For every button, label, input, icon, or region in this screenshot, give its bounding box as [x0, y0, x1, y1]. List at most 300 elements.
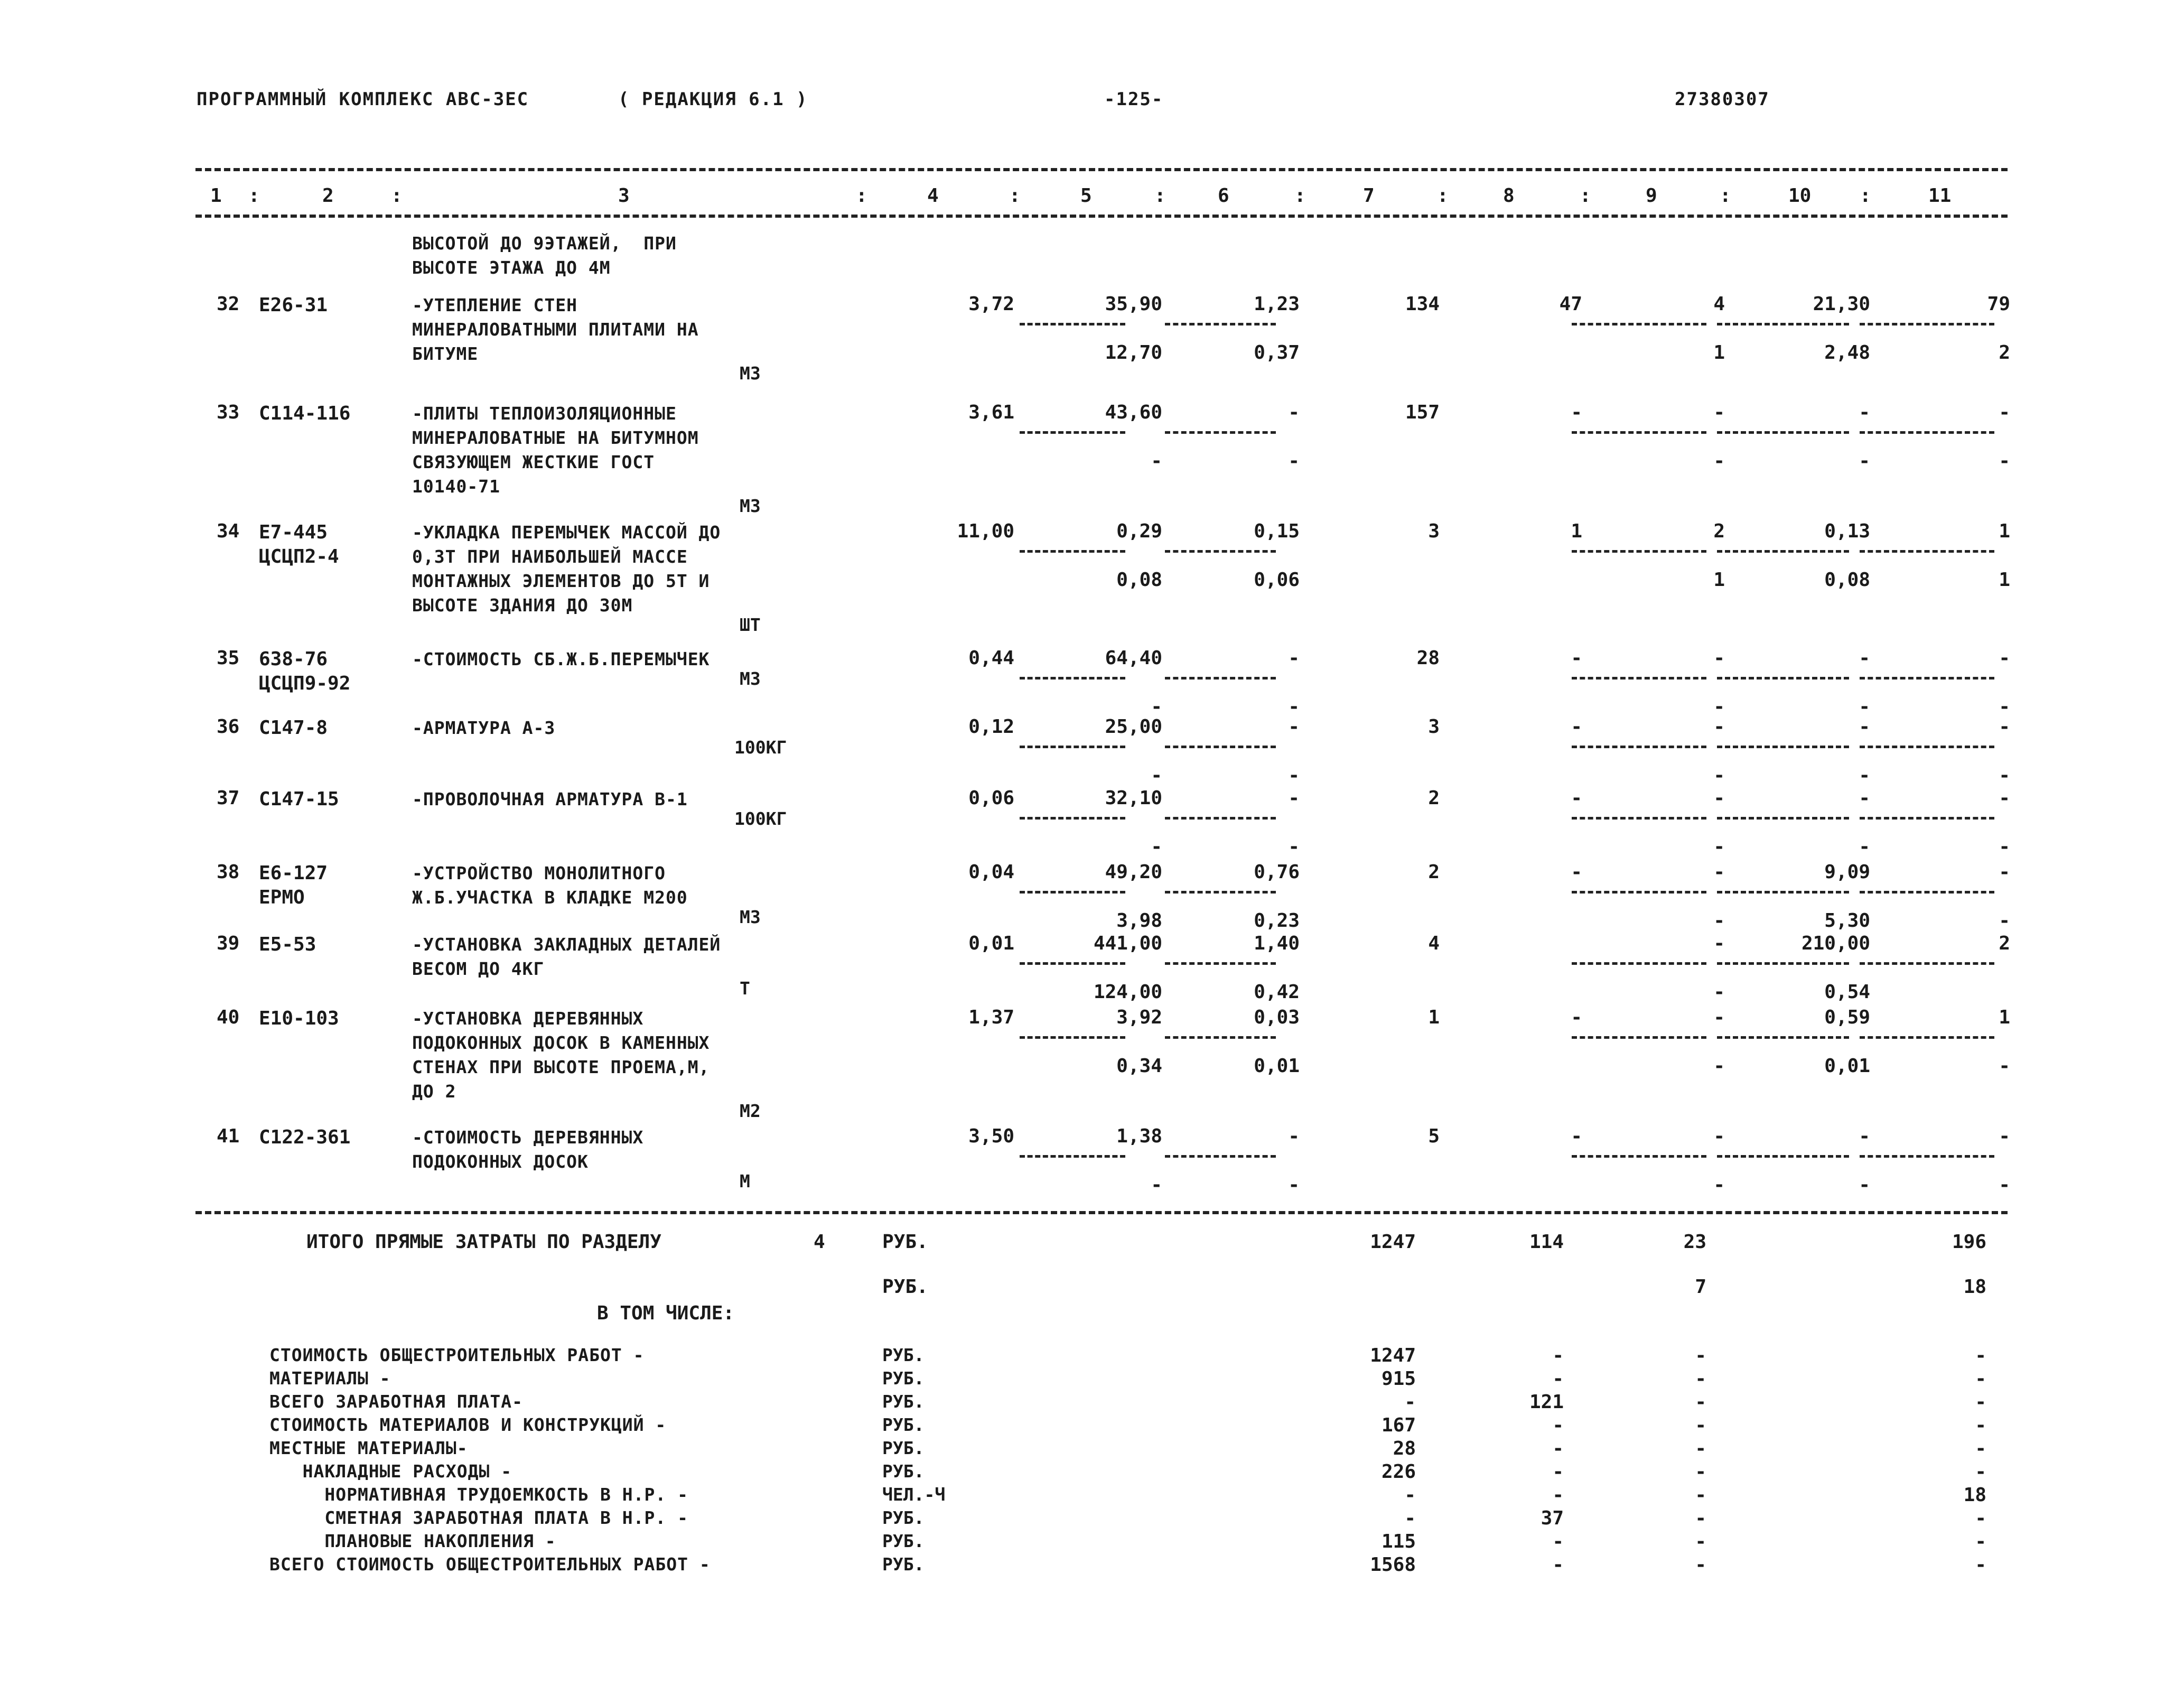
cell-divider — [1860, 817, 1994, 820]
cell-divider — [1165, 550, 1276, 553]
summary-label: НОРМАТИВНАЯ ТРУДОЕМКОСТЬ В Н.Р. - — [269, 1484, 688, 1505]
cell-c8: 1 — [1571, 520, 1582, 542]
cell-c5b: 0,34 — [1116, 1055, 1162, 1077]
summary-c7: 28 — [1393, 1438, 1416, 1459]
cell-c7: 28 — [1416, 647, 1440, 669]
cell-c6: - — [1288, 1125, 1300, 1147]
cell-c6b: 0,06 — [1254, 569, 1300, 591]
cell-divider — [1165, 1036, 1276, 1039]
cell-c9: - — [1713, 1007, 1725, 1028]
cell-c4: 3,61 — [968, 402, 1014, 423]
cell-c7: 2 — [1428, 861, 1440, 883]
item-code: Е7-445 ЦСЦП2-4 — [259, 522, 339, 567]
cell-c5b: - — [1151, 450, 1162, 472]
cell-c5: 3,92 — [1116, 1007, 1162, 1028]
cell-c9: 2 — [1713, 520, 1725, 542]
cell-divider — [1572, 323, 1706, 325]
totals-c7: 1247 — [1370, 1231, 1416, 1253]
summary-c11: - — [1975, 1531, 1986, 1552]
summary-c11: - — [1975, 1414, 1986, 1436]
summary-c7: - — [1404, 1391, 1416, 1413]
item-code: Е5-53 — [259, 934, 316, 955]
item-code: С147-8 — [259, 717, 328, 739]
summary-c9: - — [1695, 1414, 1706, 1436]
cell-c6: 1,23 — [1254, 293, 1300, 315]
summary-c8: - — [1552, 1414, 1564, 1436]
cell-c4: 0,06 — [968, 787, 1014, 809]
item-code: Е26-31 — [259, 294, 328, 316]
program-title: ПРОГРАММНЫЙ КОМПЛЕКС АВС-ЗЕС — [197, 89, 529, 110]
cell-c9b: - — [1713, 836, 1725, 858]
cell-divider — [1572, 677, 1706, 679]
cell-c9: - — [1713, 787, 1725, 809]
cell-divider — [1572, 431, 1706, 434]
cell-c10: - — [1859, 402, 1870, 423]
summary-c11: - — [1975, 1391, 1986, 1413]
item-description: -УСТРОЙСТВО МОНОЛИТНОГО Ж.Б.УЧАСТКА В КЛАДКЕ М200 — [412, 863, 688, 908]
summary-c11: 18 — [1963, 1484, 1986, 1506]
cell-divider — [1165, 1155, 1276, 1158]
summary-c8: 37 — [1541, 1507, 1564, 1529]
cell-c9: - — [1713, 1125, 1725, 1147]
col-sep: : — [856, 185, 867, 207]
cell-divider — [1717, 1036, 1849, 1039]
cell-c10: 9,09 — [1824, 861, 1870, 883]
cell-c8: - — [1571, 1007, 1582, 1028]
cell-c5: 43,60 — [1105, 402, 1162, 423]
cell-c6b: 0,01 — [1254, 1055, 1300, 1077]
cell-c6: - — [1288, 402, 1300, 423]
item-number: 32 — [217, 293, 240, 315]
summary-c7: 1247 — [1370, 1345, 1416, 1366]
cell-c10b: - — [1859, 1174, 1870, 1196]
cell-c10b: - — [1859, 765, 1870, 786]
col-8: 8 — [1503, 185, 1515, 207]
cell-c11b: 2 — [1999, 342, 2010, 364]
cell-c11b: - — [1999, 450, 2010, 472]
cell-divider — [1717, 746, 1849, 748]
cell-divider — [1717, 962, 1849, 965]
cell-c4: 0,04 — [968, 861, 1014, 883]
cell-c6: - — [1288, 716, 1300, 738]
cell-divider — [1165, 746, 1276, 748]
cell-c10: 0,13 — [1824, 520, 1870, 542]
summary-c8: - — [1552, 1438, 1564, 1459]
cell-c8: 47 — [1559, 293, 1582, 315]
item-unit: ШТ — [740, 615, 761, 635]
summary-c9: - — [1695, 1368, 1706, 1390]
totals-unit-2: РУБ. — [882, 1276, 928, 1298]
summary-c7: 915 — [1381, 1368, 1416, 1390]
summary-c9: - — [1695, 1345, 1706, 1366]
cell-c7: 134 — [1405, 293, 1440, 315]
cell-divider — [1860, 323, 1994, 325]
col-sep: : — [1580, 185, 1591, 207]
col-sep: : — [1437, 185, 1449, 207]
cell-divider — [1860, 431, 1994, 434]
cell-c11b: - — [1999, 1174, 2010, 1196]
summary-unit: РУБ. — [882, 1554, 925, 1575]
summary-unit: ЧЕЛ.-Ч — [882, 1484, 946, 1505]
col-6: 6 — [1218, 185, 1229, 207]
item-number: 37 — [217, 787, 240, 809]
item-code: Е10-103 — [259, 1008, 339, 1029]
cell-c11b: - — [1999, 836, 2010, 858]
cell-c6b: - — [1288, 696, 1300, 718]
item-code: С114-116 — [259, 403, 351, 424]
item-number: 40 — [217, 1007, 240, 1028]
item-unit: М2 — [740, 1101, 761, 1121]
cell-divider — [1020, 677, 1125, 679]
cell-c10b: 2,48 — [1824, 342, 1870, 364]
cell-c11b: - — [1999, 910, 2010, 932]
in-that-label: В ТОМ ЧИСЛЕ: — [597, 1302, 735, 1324]
cell-c11b: - — [1999, 696, 2010, 718]
item-code: Е6-127 ЕРМО — [259, 862, 328, 908]
cell-c4: 3,72 — [968, 293, 1014, 315]
col-3: 3 — [618, 185, 630, 207]
summary-c7: 226 — [1381, 1461, 1416, 1483]
cell-divider — [1572, 746, 1706, 748]
cell-c7: 3 — [1428, 520, 1440, 542]
cell-c6: 0,76 — [1254, 861, 1300, 883]
cell-c10: 210,00 — [1801, 933, 1870, 954]
cell-c6b: - — [1288, 450, 1300, 472]
cell-c5b: - — [1151, 836, 1162, 858]
cell-c9b: 1 — [1713, 569, 1725, 591]
cell-divider — [1717, 677, 1849, 679]
cell-c9: - — [1713, 647, 1725, 669]
cell-divider — [1165, 962, 1276, 965]
cell-c6b: 0,23 — [1254, 910, 1300, 932]
totals-rule — [195, 1211, 2008, 1214]
cell-c5b: - — [1151, 765, 1162, 786]
cell-c5b: 0,08 — [1116, 569, 1162, 591]
cell-divider — [1572, 817, 1706, 820]
cell-c5b: 3,98 — [1116, 910, 1162, 932]
col-sep: : — [391, 185, 403, 207]
cell-divider — [1717, 1155, 1849, 1158]
cell-divider — [1165, 431, 1276, 434]
cell-divider — [1572, 962, 1706, 965]
summary-c11: - — [1975, 1368, 1986, 1390]
cell-c11b: - — [1999, 1055, 2010, 1077]
totals-c9-b: 7 — [1695, 1276, 1706, 1298]
cell-c11: - — [1999, 861, 2010, 883]
summary-c9: - — [1695, 1461, 1706, 1483]
cell-c10: - — [1859, 1125, 1870, 1147]
item-unit: Т — [740, 978, 750, 999]
col-sep: : — [1154, 185, 1166, 207]
summary-c9: - — [1695, 1484, 1706, 1506]
cell-c10: 0,59 — [1824, 1007, 1870, 1028]
cell-c8: - — [1571, 861, 1582, 883]
cell-c9b: - — [1713, 765, 1725, 786]
cell-c11: - — [1999, 647, 2010, 669]
item-code: С122-361 — [259, 1127, 351, 1148]
summary-unit: РУБ. — [882, 1438, 925, 1458]
cell-divider — [1020, 323, 1125, 325]
item-description: -УКЛАДКА ПЕРЕМЫЧЕК МАССОЙ ДО 0,3Т ПРИ НАИБОЛЬШЕЙ МАССЕ МОНТАЖНЫХ ЭЛЕМЕНТОВ ДО 5Т И ВЫСОТЕ ЗДАНИЯ ДО 30М — [412, 522, 721, 616]
item-unit: М — [740, 1171, 750, 1191]
cell-c11: 2 — [1999, 933, 2010, 954]
col-7: 7 — [1363, 185, 1375, 207]
cell-c4: 11,00 — [957, 520, 1014, 542]
summary-c8: 121 — [1529, 1391, 1564, 1413]
cell-divider — [1860, 550, 1994, 553]
continuation-text: ВЫСОТОЙ ДО 9ЭТАЖЕЙ, ПРИ ВЫСОТЕ ЭТАЖА ДО 4М — [412, 233, 677, 278]
cell-c5: 49,20 — [1105, 861, 1162, 883]
summary-c9: - — [1695, 1531, 1706, 1552]
cell-divider — [1020, 962, 1125, 965]
item-number: 33 — [217, 402, 240, 423]
cell-divider — [1020, 817, 1125, 820]
cell-c11: 1 — [1999, 1007, 2010, 1028]
cell-c6b: 0,42 — [1254, 981, 1300, 1003]
page-number: -125- — [1104, 89, 1164, 110]
cell-c10: - — [1859, 716, 1870, 738]
summary-c11: - — [1975, 1345, 1986, 1366]
item-number: 35 — [217, 647, 240, 669]
item-unit: М3 — [740, 496, 761, 516]
cell-c4: 3,50 — [968, 1125, 1014, 1147]
summary-unit: РУБ. — [882, 1461, 925, 1482]
item-description: -ПРОВОЛОЧНАЯ АРМАТУРА В-1 — [412, 789, 688, 809]
cell-c7: 1 — [1428, 1007, 1440, 1028]
cell-c4: 0,01 — [968, 933, 1014, 954]
summary-label: СТОИМОСТЬ МАТЕРИАЛОВ И КОНСТРУКЦИЙ - — [269, 1414, 667, 1435]
cell-c6: - — [1288, 647, 1300, 669]
cell-divider — [1572, 1036, 1706, 1039]
cell-divider — [1860, 962, 1994, 965]
summary-c7: 167 — [1381, 1414, 1416, 1436]
item-description: -УТЕПЛЕНИЕ СТЕН МИНЕРАЛОВАТНЫМИ ПЛИТАМИ НА БИТУМЕ — [412, 295, 699, 364]
item-number: 34 — [217, 520, 240, 542]
cell-c6b: - — [1288, 836, 1300, 858]
totals-c11-b: 18 — [1963, 1276, 1986, 1298]
cell-c5: 25,00 — [1105, 716, 1162, 738]
cell-c5b: - — [1151, 696, 1162, 718]
cell-c5: 1,38 — [1116, 1125, 1162, 1147]
col-sep: : — [1720, 185, 1731, 207]
col-sep: : — [1009, 185, 1021, 207]
cell-c10: - — [1859, 647, 1870, 669]
summary-c9: - — [1695, 1554, 1706, 1576]
col-9: 9 — [1646, 185, 1657, 207]
cell-c5: 35,90 — [1105, 293, 1162, 315]
cell-c9b: 1 — [1713, 342, 1725, 364]
col-11: 11 — [1928, 185, 1952, 207]
col-sep: : — [1860, 185, 1871, 207]
summary-unit: РУБ. — [882, 1345, 925, 1365]
summary-c7: - — [1404, 1507, 1416, 1529]
cell-divider — [1020, 431, 1125, 434]
totals-section: 4 — [814, 1231, 825, 1253]
cell-c9b: - — [1713, 1174, 1725, 1196]
cell-c5: 441,00 — [1093, 933, 1162, 954]
item-description: -СТОИМОСТЬ СБ.Ж.Б.ПЕРЕМЫЧЕК — [412, 649, 710, 669]
summary-label: НАКЛАДНЫЕ РАСХОДЫ - — [269, 1461, 512, 1482]
cell-divider — [1572, 550, 1706, 553]
summary-c8: - — [1552, 1554, 1564, 1576]
summary-c9: - — [1695, 1438, 1706, 1459]
cell-c5: 32,10 — [1105, 787, 1162, 809]
summary-c11: - — [1975, 1507, 1986, 1529]
col-sep: : — [1294, 185, 1306, 207]
cell-c7: 2 — [1428, 787, 1440, 809]
item-description: -ПЛИТЫ ТЕПЛОИЗОЛЯЦИОННЫЕ МИНЕРАЛОВАТНЫЕ НА БИТУМНОМ СВЯЗУЮЩЕМ ЖЕСТКИЕ ГОСТ 10140-71 — [412, 403, 699, 497]
summary-c8: - — [1552, 1461, 1564, 1483]
item-unit: М3 — [740, 363, 761, 384]
cell-c9: - — [1713, 933, 1725, 954]
item-number: 39 — [217, 933, 240, 954]
summary-unit: РУБ. — [882, 1414, 925, 1435]
cell-c6b: 0,37 — [1254, 342, 1300, 364]
summary-c9: - — [1695, 1507, 1706, 1529]
cell-c5b: 124,00 — [1093, 981, 1162, 1003]
cell-c5b: 12,70 — [1105, 342, 1162, 364]
cell-divider — [1860, 1036, 1994, 1039]
summary-label: СМЕТНАЯ ЗАРАБОТНАЯ ПЛАТА В Н.Р. - — [269, 1507, 688, 1528]
summary-c8: - — [1552, 1531, 1564, 1552]
summary-c11: - — [1975, 1554, 1986, 1576]
totals-c9: 23 — [1683, 1231, 1706, 1253]
cell-divider — [1020, 891, 1125, 893]
cell-c9b: - — [1713, 450, 1725, 472]
document-number: 27380307 — [1675, 89, 1770, 110]
totals-label: ИТОГО ПРЯМЫЕ ЗАТРАТЫ ПО РАЗДЕЛУ — [306, 1231, 661, 1253]
summary-c11: - — [1975, 1461, 1986, 1483]
cell-c5: 64,40 — [1105, 647, 1162, 669]
col-2: 2 — [322, 185, 334, 207]
summary-c7: 115 — [1381, 1531, 1416, 1552]
summary-label: СТОИМОСТЬ ОБЩЕСТРОИТЕЛЬНЫХ РАБОТ - — [269, 1345, 645, 1365]
cell-divider — [1860, 677, 1994, 679]
summary-c11: - — [1975, 1438, 1986, 1459]
summary-label: ПЛАНОВЫЕ НАКОПЛЕНИЯ - — [269, 1531, 556, 1551]
cell-divider — [1020, 746, 1125, 748]
cell-c8: - — [1571, 647, 1582, 669]
cell-c6: 0,15 — [1254, 520, 1300, 542]
item-unit: М3 — [740, 668, 761, 689]
cell-c9: - — [1713, 861, 1725, 883]
cell-c7: 4 — [1428, 933, 1440, 954]
item-description: -УСТАНОВКА ДЕРЕВЯННЫХ ПОДОКОННЫХ ДОСОК В КАМЕННЫХ СТЕНАХ ПРИ ВЫСОТЕ ПРОЕМА,М, ДО 2 — [412, 1008, 710, 1102]
item-unit: М3 — [740, 907, 761, 927]
cell-c5b: - — [1151, 1174, 1162, 1196]
summary-label: МАТЕРИАЛЫ - — [269, 1368, 391, 1389]
summary-c8: - — [1552, 1368, 1564, 1390]
cell-c11: 1 — [1999, 520, 2010, 542]
cell-divider — [1165, 323, 1276, 325]
cell-c6b: - — [1288, 765, 1300, 786]
cell-divider — [1717, 891, 1849, 893]
item-unit: 100КГ — [734, 808, 787, 829]
item-description: -УСТАНОВКА ЗАКЛАДНЫХ ДЕТАЛЕЙ ВЕСОМ ДО 4КГ — [412, 934, 721, 979]
cell-c6: - — [1288, 787, 1300, 809]
cell-divider — [1165, 817, 1276, 820]
cell-divider — [1165, 891, 1276, 893]
item-unit: 100КГ — [734, 737, 787, 758]
summary-label: МЕСТНЫЕ МАТЕРИАЛЫ- — [269, 1438, 468, 1458]
cell-c10b: - — [1859, 836, 1870, 858]
cell-c10: - — [1859, 787, 1870, 809]
item-code: С147-15 — [259, 788, 339, 810]
col-5: 5 — [1080, 185, 1092, 207]
summary-unit: РУБ. — [882, 1507, 925, 1528]
cell-c9: - — [1713, 402, 1725, 423]
item-description: -АРМАТУРА А-3 — [412, 718, 556, 738]
item-number: 41 — [217, 1125, 240, 1147]
cell-c8: - — [1571, 787, 1582, 809]
cell-c10: 21,30 — [1813, 293, 1870, 315]
col-4: 4 — [927, 185, 939, 207]
cell-c9: 4 — [1713, 293, 1725, 315]
summary-c7: 1568 — [1370, 1554, 1416, 1576]
summary-c9: - — [1695, 1391, 1706, 1413]
header-bottom-rule — [195, 215, 2008, 218]
cell-c6b: - — [1288, 1174, 1300, 1196]
cell-c11: - — [1999, 787, 2010, 809]
item-number: 36 — [217, 716, 240, 738]
cell-divider — [1020, 1036, 1125, 1039]
totals-unit: РУБ. — [882, 1231, 928, 1253]
cell-c10b: - — [1859, 696, 1870, 718]
top-rule — [195, 168, 2008, 171]
summary-c8: - — [1552, 1345, 1564, 1366]
summary-unit: РУБ. — [882, 1531, 925, 1551]
item-description: -СТОИМОСТЬ ДЕРЕВЯННЫХ ПОДОКОННЫХ ДОСОК — [412, 1127, 644, 1172]
cell-c9b: - — [1713, 696, 1725, 718]
cell-divider — [1860, 891, 1994, 893]
cell-c10b: 5,30 — [1824, 910, 1870, 932]
cell-c10b: 0,08 — [1824, 569, 1870, 591]
cell-c8: - — [1571, 716, 1582, 738]
cell-c10b: - — [1859, 450, 1870, 472]
item-code: 638-76 ЦСЦП9-92 — [259, 648, 351, 694]
cell-divider — [1020, 550, 1125, 553]
cell-divider — [1165, 677, 1276, 679]
summary-unit: РУБ. — [882, 1391, 925, 1412]
cell-c11b: 1 — [1999, 569, 2010, 591]
cell-c11: - — [1999, 402, 2010, 423]
cell-c4: 1,37 — [968, 1007, 1014, 1028]
cell-c9b: - — [1713, 1055, 1725, 1077]
cell-c10b: 0,01 — [1824, 1055, 1870, 1077]
cell-divider — [1860, 1155, 1994, 1158]
cell-c9b: - — [1713, 910, 1725, 932]
cell-c11b: - — [1999, 765, 2010, 786]
cell-c6: 1,40 — [1254, 933, 1300, 954]
cell-divider — [1717, 323, 1849, 325]
cell-c9: - — [1713, 716, 1725, 738]
cell-divider — [1717, 431, 1849, 434]
summary-label: ВСЕГО СТОИМОСТЬ ОБЩЕСТРОИТЕЛЬНЫХ РАБОТ - — [269, 1554, 711, 1575]
cell-divider — [1572, 891, 1706, 893]
cell-c11: - — [1999, 1125, 2010, 1147]
cell-c7: 5 — [1428, 1125, 1440, 1147]
item-number: 38 — [217, 861, 240, 883]
cell-c7: 157 — [1405, 402, 1440, 423]
totals-c8: 114 — [1529, 1231, 1564, 1253]
cell-c8: - — [1571, 1125, 1582, 1147]
col-sep: : — [248, 185, 260, 207]
totals-c11: 196 — [1952, 1231, 1986, 1253]
cell-c7: 3 — [1428, 716, 1440, 738]
cell-c4: 0,44 — [968, 647, 1014, 669]
cell-divider — [1020, 1155, 1125, 1158]
cell-c11: - — [1999, 716, 2010, 738]
